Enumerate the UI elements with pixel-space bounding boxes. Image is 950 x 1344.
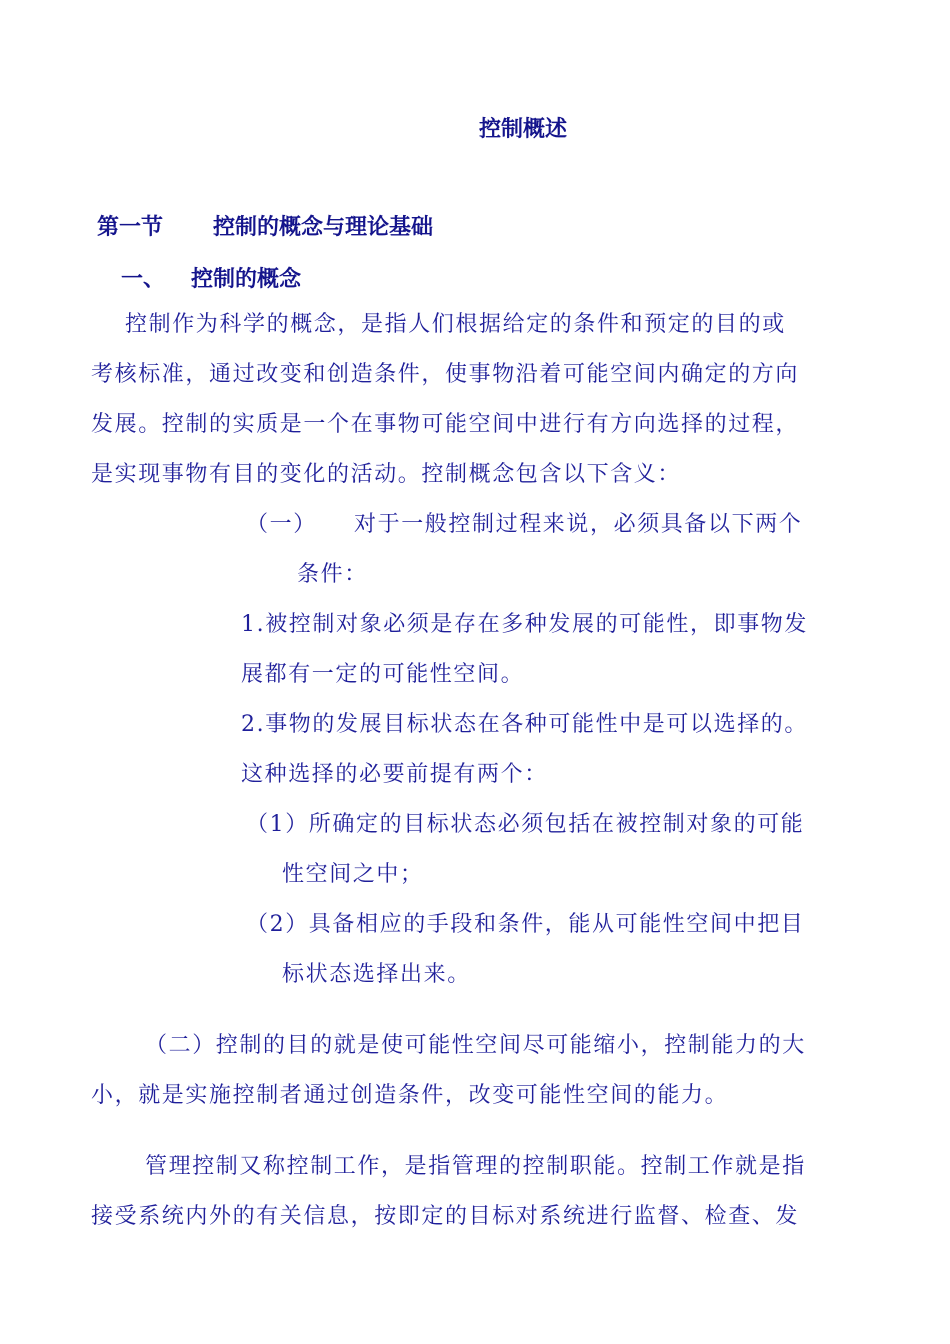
paragraph1-line: 控制作为科学的概念，是指人们根据给定的条件和预定的目的或: [125, 312, 786, 337]
condition2-line: 这种选择的必要前提有两个：: [241, 762, 548, 787]
item-one-text: 条件：: [297, 562, 368, 587]
paragraph-last-line: 接受系统内外的有关信息，按即定的目标对系统进行监督、检查、发: [91, 1204, 800, 1229]
document-title: 控制概述: [478, 117, 567, 142]
condition2-line: 2.事物的发展目标状态在各种可能性中是可以选择的。: [241, 712, 808, 737]
premise2-line: （2）具备相应的手段和条件，能从可能性空间中把目: [246, 912, 805, 937]
item-one-label: （一）: [246, 512, 317, 537]
premise2-line: 标状态选择出来。: [282, 962, 471, 987]
condition1-line: 1.被控制对象必须是存在多种发展的可能性，即事物发: [241, 612, 808, 637]
condition1-line: 展都有一定的可能性空间。: [241, 662, 525, 687]
section-number: 第一节: [97, 215, 164, 240]
section-heading: [97, 210, 433, 241]
paragraph1-line: 是实现事物有目的变化的活动。控制概念包含以下含义：: [91, 462, 682, 487]
premise1-line: （1）所确定的目标状态必须包括在被控制对象的可能: [246, 812, 805, 837]
subsection-heading: [121, 262, 301, 293]
section-title: 控制的概念与理论基础: [213, 215, 434, 240]
paragraph1-line: 考核标准，通过改变和创造条件，使事物沿着可能空间内确定的方向: [91, 362, 800, 387]
paragraph-last-line: 管理控制又称控制工作，是指管理的控制职能。控制工作就是指: [145, 1154, 806, 1179]
premise1-line: 性空间之中；: [282, 862, 424, 887]
paragraph1-line: 发展。控制的实质是一个在事物可能空间中进行有方向选择的过程，: [91, 412, 800, 437]
item-one-text: 对于一般控制过程来说，必须具备以下两个: [354, 512, 803, 537]
item-two-line: 小，就是实施控制者通过创造条件，改变可能性空间的能力。: [91, 1083, 729, 1108]
subsection-number: 一、: [121, 267, 166, 292]
item-two-line: （二）控制的目的就是使可能性空间尽可能缩小，控制能力的大: [145, 1033, 806, 1058]
subsection-title: 控制的概念: [191, 267, 302, 292]
